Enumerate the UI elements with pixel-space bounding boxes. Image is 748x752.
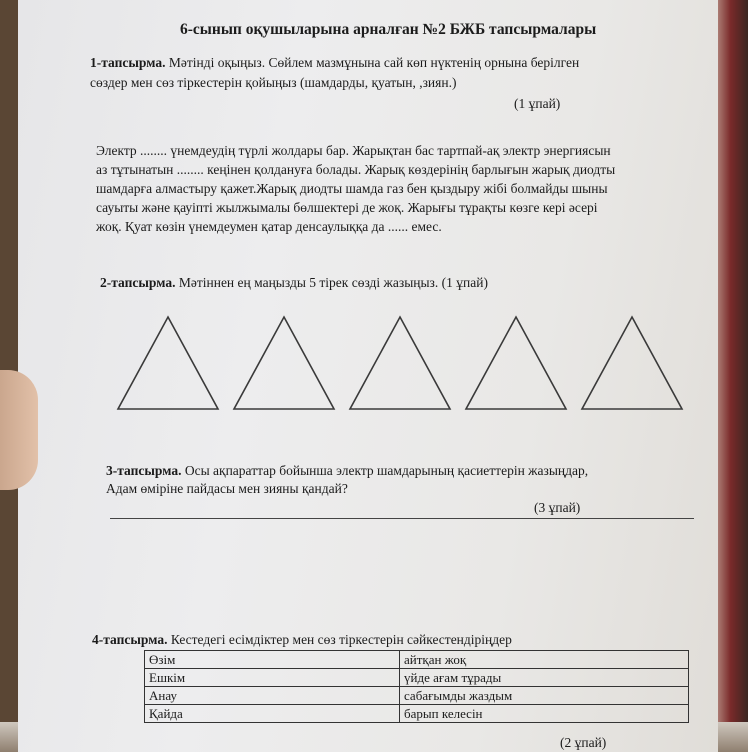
pronoun-cell: Ешкім bbox=[145, 669, 400, 687]
phrase-cell: үйде ағам тұрады bbox=[400, 669, 689, 687]
keyword-triangle-2[interactable] bbox=[230, 314, 338, 412]
pronoun-cell: Қайда bbox=[145, 705, 400, 723]
task1-paragraph-line: шамдарға алмастыру қажет.Жарық диодты шамда газ бен қыздыру жібі болмайды шыны bbox=[96, 181, 608, 196]
keyword-triangle-5[interactable] bbox=[578, 314, 686, 412]
task1-paragraph-line: жоқ. Қуат көзін үнемдеумен қатар денсаулыққа да ...... емес. bbox=[96, 219, 442, 234]
task2-text: Мәтіннен ең маңызды 5 тірек сөзді жазыңыз. (1 ұпай) bbox=[178, 275, 488, 290]
task2-heading bbox=[100, 276, 488, 290]
worksheet-paper bbox=[18, 0, 718, 752]
keyword-triangles bbox=[114, 314, 694, 414]
task1-points: (1 ұпай) bbox=[514, 96, 561, 111]
page-title: 6-сынып оқушыларына арналған №2 БЖБ тапсырмалары bbox=[180, 21, 597, 38]
task3-label: 3-тапсырма. bbox=[106, 463, 182, 478]
task1-label: 1-тапсырма. bbox=[90, 55, 166, 70]
task3-points: (3 ұпай) bbox=[534, 500, 581, 515]
pronoun-cell: Анау bbox=[145, 687, 400, 705]
table-row bbox=[145, 651, 689, 669]
task1-paragraph-line: Электр ........ үнемдеудің түрлі жолдары бар. Жарықтан бас тартпай-ақ электр энергиясын bbox=[96, 143, 611, 158]
keyword-triangle-4[interactable] bbox=[462, 314, 570, 412]
task1-paragraph-line: сауыты және қауіпті жылжымалы бөлшектері де жоқ. Жарығы тұрақты көзге кері әсері bbox=[96, 200, 598, 215]
pronoun-cell: Өзім bbox=[145, 651, 400, 669]
thumb bbox=[0, 370, 38, 490]
task1-line1: Мәтінді оқыңыз. Сөйлем мазмұнына сай көп нүктенің орнына берілген bbox=[168, 55, 580, 70]
task3-line1: Осы ақпараттар бойынша электр шамдарының қасиеттерін жазыңдар, bbox=[184, 463, 589, 478]
task2-label: 2-тапсырма. bbox=[100, 275, 176, 290]
task4-points: (2 ұпай) bbox=[560, 735, 607, 750]
task3-line2: Адам өміріне пайдасы мен зияны қандай? bbox=[106, 481, 348, 496]
table-row bbox=[145, 705, 689, 723]
task4-label: 4-тапсырма. bbox=[92, 632, 168, 647]
phrase-cell: сабағымды жаздым bbox=[400, 687, 689, 705]
task1-paragraph-line: аз тұтынатын ........ кеңінен қолдануға болады. Жарық көздерінің барлығын жарық диодты bbox=[96, 162, 616, 177]
keyword-triangle-1[interactable] bbox=[114, 314, 222, 412]
answer-line[interactable] bbox=[110, 518, 694, 519]
table-row bbox=[145, 687, 689, 705]
task4-text: Кестедегі есімдіктер мен сөз тіркестерін сәйкестендіріңдер bbox=[170, 632, 512, 647]
table-row bbox=[145, 669, 689, 687]
matching-table bbox=[144, 650, 689, 723]
keyword-triangle-3[interactable] bbox=[346, 314, 454, 412]
task1-heading bbox=[90, 56, 579, 70]
phrase-cell: айтқан жоқ bbox=[400, 651, 689, 669]
task3-heading bbox=[106, 464, 588, 478]
task1-line2: сөздер мен сөз тіркестерін қойыңыз (шамдарды, қуатын, ,зиян.) bbox=[90, 75, 457, 90]
task4-heading bbox=[92, 633, 512, 647]
phrase-cell: барып келесін bbox=[400, 705, 689, 723]
